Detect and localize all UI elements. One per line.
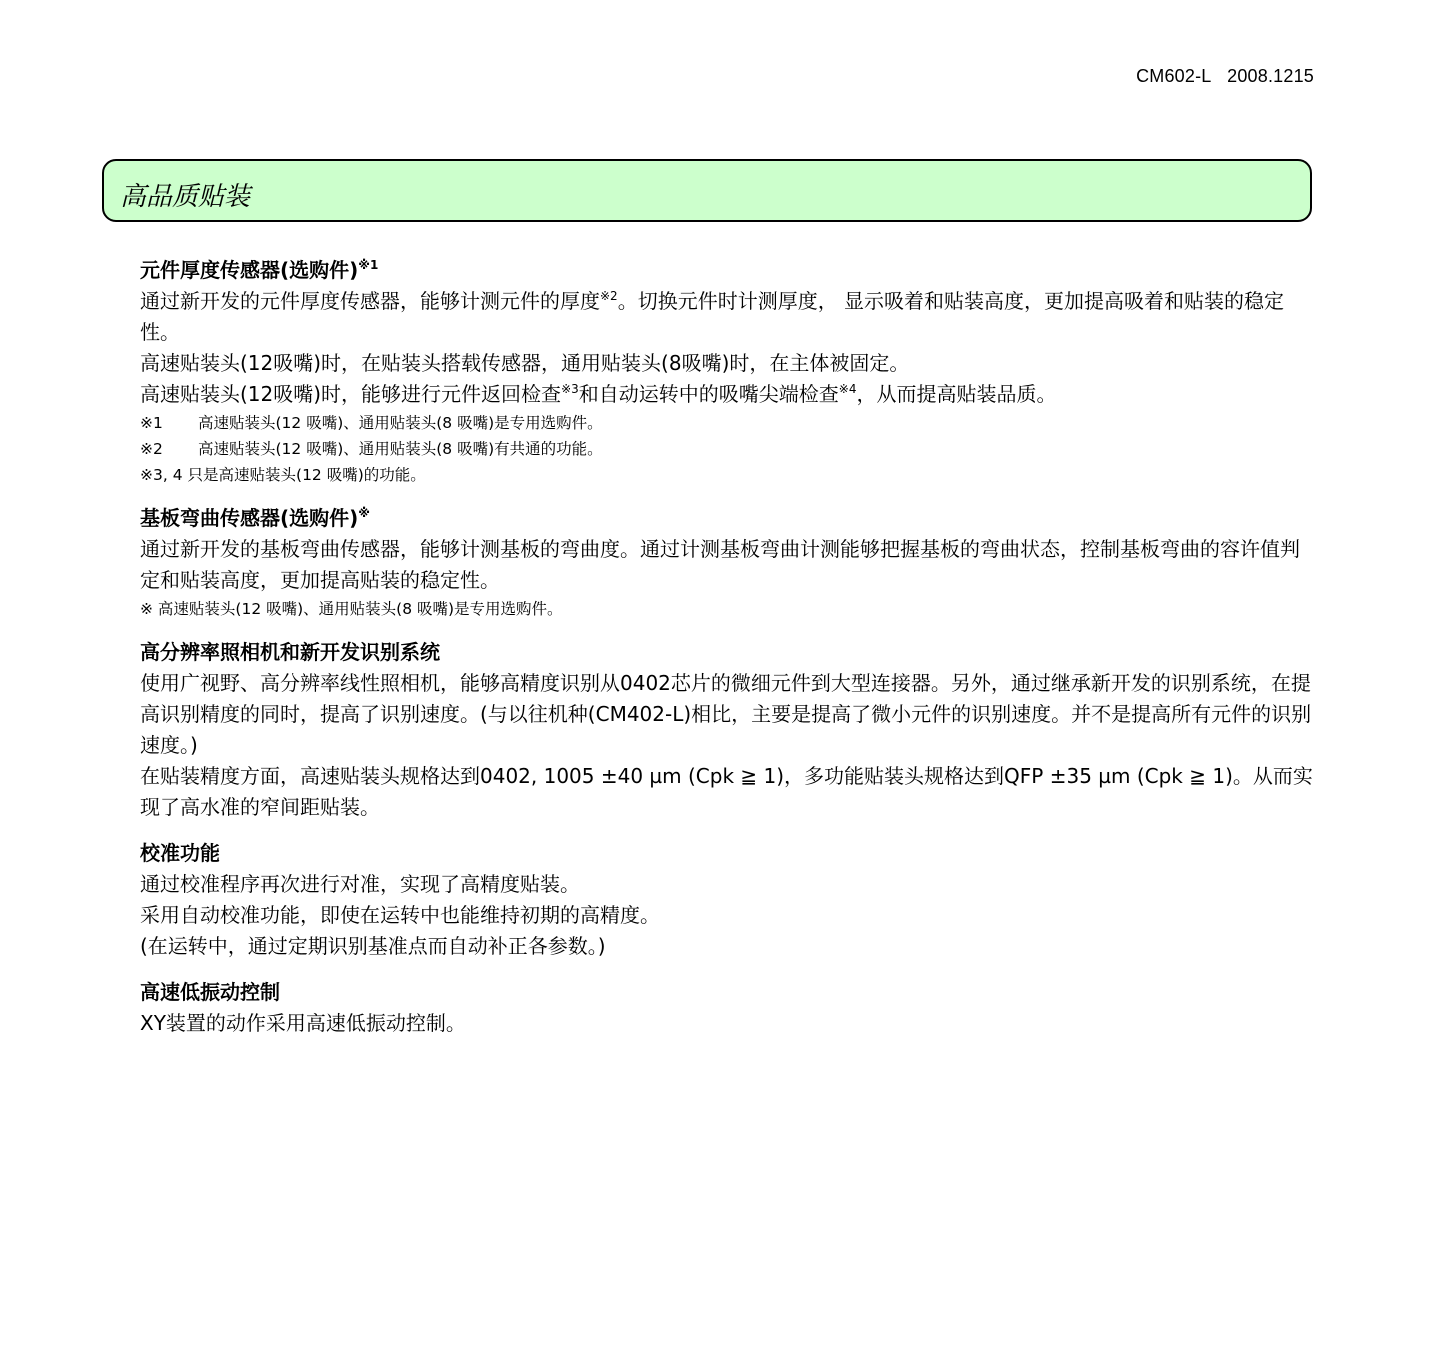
- footnote: ※ 高速贴装头(12 吸嘴)、通用贴装头(8 吸嘴)是专用选购件。: [140, 600, 563, 618]
- main-content: [140, 254, 1318, 1039]
- section-title: [140, 254, 1318, 286]
- footnote-mark: ※3: [561, 382, 579, 396]
- footnote-text: 高速贴装头(12 吸嘴)、通用贴装头(8 吸嘴)是专用选购件。: [198, 414, 603, 432]
- section-thickness-sensor: [140, 254, 1318, 488]
- paragraph: 通过校准程序再次进行对准，实现了高精度贴装。: [140, 872, 580, 896]
- section-title: 高分辨率照相机和新开发识别系统: [140, 640, 440, 664]
- paragraph-text: 通过新开发的元件厚度传感器，能够计测元件的厚度: [140, 289, 600, 313]
- section-vibration-control: [140, 976, 1318, 1039]
- footnote-mark: ※2: [600, 289, 618, 303]
- page-title: 高品质贴装: [120, 182, 251, 212]
- section-camera: [140, 636, 1318, 823]
- footnote: [140, 410, 1318, 436]
- doc-date: 2008.1215: [1227, 66, 1314, 86]
- section-warp-sensor: [140, 502, 1318, 622]
- paragraph: [140, 286, 1318, 348]
- paragraph: 使用广视野、高分辨率线性照相机，能够高精度识别从0402芯片的微细元件到大型连接器。另外，通过继承新开发的识别系统，在提高识别精度的同时，提高了识别速度。(与以往机种(CM402-L)相比，主要是提高了微小元件的识别速度。并不是提高所有元件的识别速度。): [140, 671, 1312, 757]
- paragraph: (在运转中，通过定期识别基准点而自动补正各参数。): [140, 934, 606, 958]
- paragraph: XY装置的动作采用高速低振动控制。: [140, 1011, 466, 1035]
- section-title-text: 元件厚度传感器(选购件): [140, 258, 359, 282]
- paragraph-text: 。切换元件时计测厚度， 显示吸着和贴装高度，更加提高吸着和贴装的稳定性。: [140, 289, 1285, 344]
- footnote: [140, 462, 1318, 488]
- footnote-text: 高速贴装头(12 吸嘴)、通用贴装头(8 吸嘴)有共通的功能。: [198, 440, 603, 458]
- section-title: 校准功能: [140, 841, 220, 865]
- paragraph-text: 高速贴装头(12吸嘴)时，能够进行元件返回检查: [140, 382, 562, 406]
- document-code: [1136, 66, 1314, 87]
- title-banner: [102, 159, 1312, 222]
- paragraph: 通过新开发的基板弯曲传感器，能够计测基板的弯曲度。通过计测基板弯曲计测能够把握基板的弯曲状态，控制基板弯曲的容许值判定和贴装高度，更加提高贴装的稳定性。: [140, 537, 1300, 592]
- paragraph: [140, 379, 1318, 410]
- footnote-text: 只是高速贴装头(12 吸嘴)的功能。: [187, 466, 426, 484]
- paragraph-text: ，从而提高贴装品质。: [856, 382, 1057, 406]
- footnote-mark: ※4: [838, 382, 857, 396]
- paragraph: 采用自动校准功能，即使在运转中也能维持初期的高精度。: [140, 903, 660, 927]
- paragraph-text: 和自动运转中的吸嘴尖端检查: [578, 382, 839, 406]
- footnote-number: ※3, 4: [140, 466, 183, 484]
- footnote-mark: ※1: [358, 258, 379, 272]
- paragraph: 高速贴装头(12吸嘴)时，在贴装头搭载传感器，通用贴装头(8吸嘴)时，在主体被固定。: [140, 351, 910, 375]
- section-title: [140, 502, 1318, 534]
- doc-model: CM602-L: [1136, 66, 1212, 86]
- footnote-number: ※1: [140, 414, 163, 432]
- footnote: [140, 436, 1318, 462]
- section-title-text: 基板弯曲传感器(选购件): [140, 506, 359, 530]
- paragraph: 在贴装精度方面，高速贴装头规格达到0402, 1005 ±40 µm (Cpk ≧ 1)，多功能贴装头规格达到QFP ±35 µm (Cpk ≧ 1)。从而实现了高水准的窄间距贴装。: [140, 764, 1313, 819]
- section-title: 高速低振动控制: [140, 980, 280, 1004]
- footnote-number: ※2: [140, 440, 163, 458]
- footnote-mark: ※: [358, 506, 370, 520]
- section-calibration: [140, 837, 1318, 962]
